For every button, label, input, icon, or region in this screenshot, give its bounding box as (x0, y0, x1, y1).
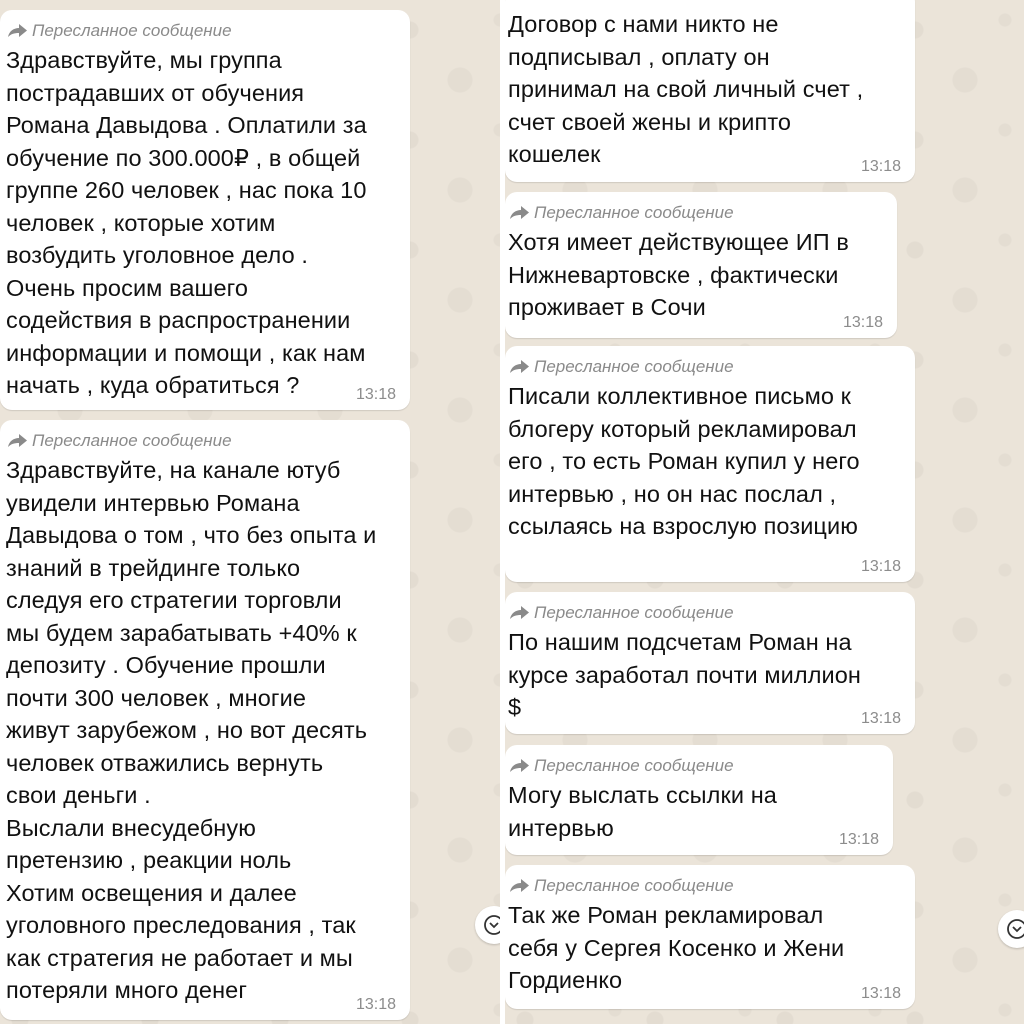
message-time: 13:18 (860, 558, 901, 575)
forwarded-label: Пересланное сообщение (32, 431, 232, 450)
message-text: Писали коллективное письмо к блогеру который рекламировал его , то есть Роман купил у него интервью , но он нас послал , ссылаясь на взрослую позицию (508, 383, 860, 539)
message-bubble[interactable] (505, 865, 915, 1009)
message-time: 13:18 (860, 710, 901, 727)
message-text: Договор с нами никто не подписывал , оплату он принимал на свой личный счет , счет своей жены и крипто кошелек (508, 11, 864, 167)
message-bubble[interactable] (505, 346, 915, 582)
forward-arrow-icon (508, 359, 530, 375)
message-bubble[interactable] (0, 10, 410, 410)
message-time: 13:18 (842, 314, 883, 331)
message-time: 13:18 (860, 158, 901, 175)
chat-panel-right (505, 0, 1024, 1024)
forward-arrow-icon (6, 23, 28, 39)
forwarded-header (508, 600, 905, 626)
share-button[interactable] (475, 906, 500, 944)
forwarded-header (6, 18, 400, 44)
forwarded-header (508, 753, 883, 779)
message-text: Так же Роман рекламировал себя у Сергея Косенко и Жени Гордиенко (508, 902, 845, 993)
share-button[interactable] (998, 910, 1024, 948)
message-bubble[interactable] (505, 745, 893, 855)
message-bubble[interactable] (0, 420, 410, 1020)
message-time: 13:18 (838, 831, 879, 848)
message-text: Здравствуйте, на канале ютуб увидели интервью Романа Давыдова о том , что без опыта и знаний в трейдинге только следуя его стратегии торговли мы будем зарабатывать +40% к депозиту . Обучение прошли почти 300 человек , многие живут зарубежом , но вот десять человек отважились вернуть свои деньги . Выслали внесудебную претензию , реакции ноль Хотим освещения и далее уголовного преследования , так как стратегия не работает и мы потеряли много денег (6, 457, 377, 1003)
message-bubble[interactable] (505, 0, 915, 182)
forward-arrow-icon (6, 433, 28, 449)
forwarded-label: Пересланное сообщение (534, 876, 734, 895)
forward-arrow-icon (508, 605, 530, 621)
forwarded-label: Пересланное сообщение (534, 203, 734, 222)
share-chevron-icon (1006, 918, 1024, 940)
message-bubble[interactable] (505, 592, 915, 734)
message-text: По нашим подсчетам Роман на курсе заработал почти миллион $ (508, 629, 861, 720)
message-text: Могу выслать ссылки на интервью (508, 782, 777, 841)
forwarded-label: Пересланное сообщение (534, 756, 734, 775)
message-time: 13:18 (355, 386, 396, 403)
forwarded-header (508, 200, 887, 226)
forwarded-header (508, 354, 905, 380)
forwarded-label: Пересланное сообщение (32, 21, 232, 40)
chat-panel-left (0, 0, 500, 1024)
forwarded-header (508, 873, 905, 899)
message-text: Здравствуйте, мы группа пострадавших от обучения Романа Давыдова . Оплатили за обучение по 300.000₽ , в общей группе 260 человек , нас пока 10 человек , которые хотим возбудить уголовное дело . Очень просим вашего содействия в распространении информации и помощи , как нам начать , куда обратиться ? (6, 47, 367, 398)
message-time: 13:18 (355, 996, 396, 1013)
forwarded-label: Пересланное сообщение (534, 603, 734, 622)
share-chevron-icon (483, 914, 500, 936)
forward-arrow-icon (508, 758, 530, 774)
forward-arrow-icon (508, 878, 530, 894)
message-bubble[interactable] (505, 192, 897, 338)
forwarded-header (6, 428, 400, 454)
forward-arrow-icon (508, 205, 530, 221)
forwarded-label: Пересланное сообщение (534, 357, 734, 376)
message-text: Хотя имеет действующее ИП в Нижневартовске , фактически проживает в Сочи (508, 229, 849, 320)
message-time: 13:18 (860, 985, 901, 1002)
